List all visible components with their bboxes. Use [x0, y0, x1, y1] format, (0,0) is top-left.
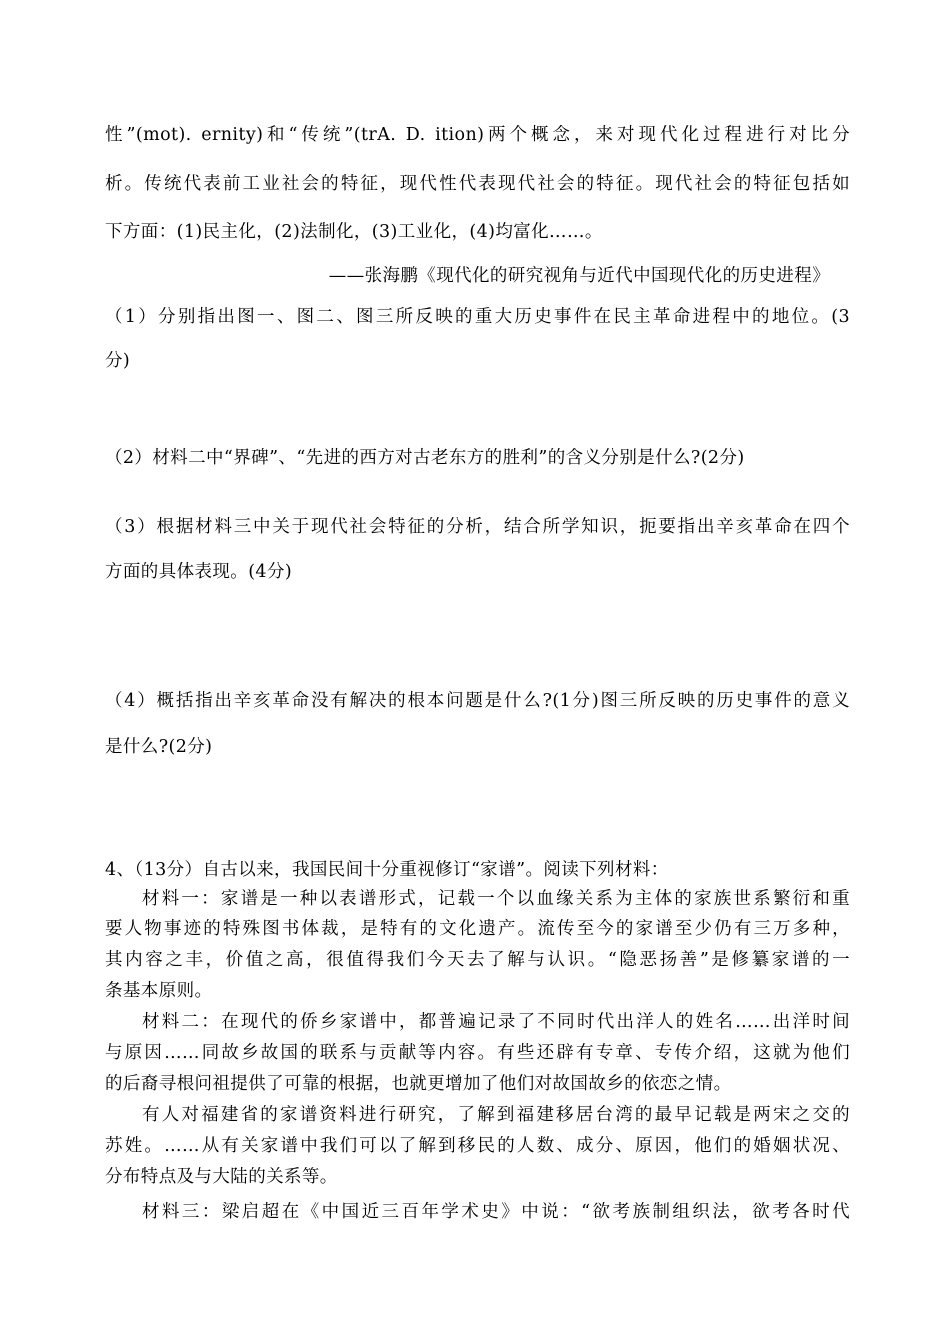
fujian-paragraph-line-3: 分布特点及与大陆的关系等。 — [105, 1167, 338, 1187]
material3-liang-line-1: 材料三：梁启超在《中国近三百年学术史》中说：“欲考族制组织法，欲考各时代 — [142, 1202, 850, 1222]
material2-line-3: 的后裔寻根问祖提供了可靠的根据，也就更增加了他们对故国故乡的依恋之情。 — [105, 1074, 732, 1094]
question-4-line-1: （4）概括指出辛亥革命没有解决的根本问题是什么?(1分)图三所反映的历史事件的意义 — [105, 691, 850, 711]
material3-source: ——张海鹏《现代化的研究视角与近代中国现代化的历史进程》 — [328, 266, 830, 286]
fujian-paragraph-line-1: 有人对福建省的家谱资料进行研究，了解到福建移居台湾的最早记载是两宋之交的 — [142, 1105, 850, 1125]
question-3-line-2: 方面的具体表现。(4分) — [105, 562, 293, 582]
question-4-heading: 4、（13分）自古以来，我国民间十分重视修订“家谱”。阅读下列材料： — [105, 860, 669, 880]
material3-text-line-2: 析。传统代表前工业社会的特征，现代性代表现代社会的特征。现代社会的特征包括如 — [105, 174, 850, 194]
question-3-line-1: （3）根据材料三中关于现代社会特征的分析，结合所学知识，扼要指出辛亥革命在四个 — [105, 517, 850, 537]
material2-line-2: 与原因……同故乡故国的联系与贡献等内容。有些还辟有专章、专传介绍，这就为他们 — [105, 1043, 850, 1063]
material1-line-2: 要人物事迹的特殊图书体裁，是特有的文化遗产。流传至今的家谱至少仍有三万多种， — [105, 919, 850, 939]
material1-line-1: 材料一：家谱是一种以表谱形式，记载一个以血缘关系为主体的家族世系繁衍和重 — [142, 889, 850, 909]
question-4-line-2: 是什么?(2分) — [105, 737, 213, 757]
question-1-line-1: （1）分别指出图一、图二、图三所反映的重大历史事件在民主革命进程中的地位。(3 — [105, 307, 850, 327]
question-2: （2）材料二中“界碑”、“先进的西方对古老东方的胜利”的含义分别是什么?(2分) — [105, 448, 745, 468]
question-1-line-2: 分) — [105, 351, 131, 371]
material2-line-1: 材料二：在现代的侨乡家谱中，都普遍记录了不同时代出洋人的姓名……出洋时间 — [142, 1012, 850, 1032]
material1-line-4: 条基本原则。 — [105, 981, 213, 1001]
material3-text-line-3: 下方面：(1)民主化，(2)法制化，(3)工业化，(4)均富化……。 — [105, 222, 603, 242]
material1-line-3: 其内容之丰，价值之高，很值得我们今天去了解与认识。“隐恶扬善”是修纂家谱的一 — [105, 950, 850, 970]
fujian-paragraph-line-2: 苏姓。……从有关家谱中我们可以了解到移民的人数、成分、原因，他们的婚姻状况、 — [105, 1136, 850, 1156]
material3-text-line-1: 性”(mot). ernity)和“传统”(trA. D. ition)两个概念，来对现代化过程进行对比分 — [105, 125, 850, 145]
